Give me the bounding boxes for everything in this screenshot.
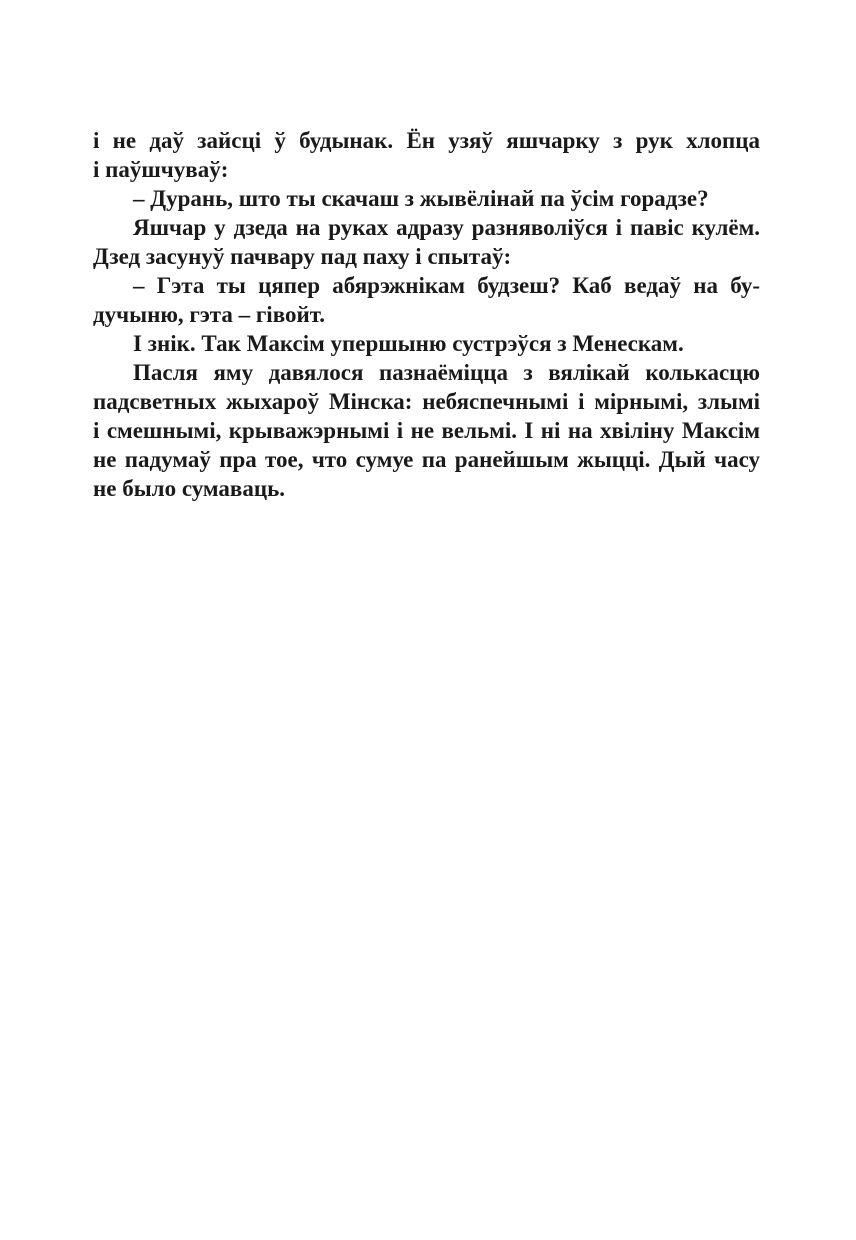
text-line: не падумаў пра тое, что сумуе па ранейшым жыцці. Дый часу (93, 447, 760, 472)
text-line: І знік. Так Максім упершыню сустрэўся з Менескам. (133, 331, 684, 356)
text-block (93, 126, 760, 503)
text-line: падсветных жыхароў Мінска: небяспечнымі і мірнымі, злымі (93, 389, 760, 414)
text-line: Яшчар у дзеда на руках адразу разняволіўся і павіс кулём. (133, 215, 760, 240)
text-line: Дзед засунуў пачвару пад паху і спытаў: (93, 244, 512, 269)
text-line: не было сумаваць. (93, 476, 286, 501)
text-line: і не даў зайсці ў будынак. Ён узяў яшчарку з рук хлопца (93, 128, 760, 153)
text-line: – Гэта ты цяпер абярэжнікам будзеш? Каб ведаў на бу- (133, 273, 760, 298)
text-line: Пасля яму давялося пазнаёміцца з вялікай колькасцю (133, 360, 760, 385)
text-line: – Дурань, што ты скачаш з жывёлінай па ўсім горадзе? (133, 186, 709, 211)
text-line: і смешнымі, крыважэрнымі і не вельмі. І ні на хвіліну Максім (93, 418, 760, 443)
text-line: і паўшчуваў: (93, 157, 229, 182)
text-line: дучыню, гэта – гівойт. (93, 302, 326, 327)
